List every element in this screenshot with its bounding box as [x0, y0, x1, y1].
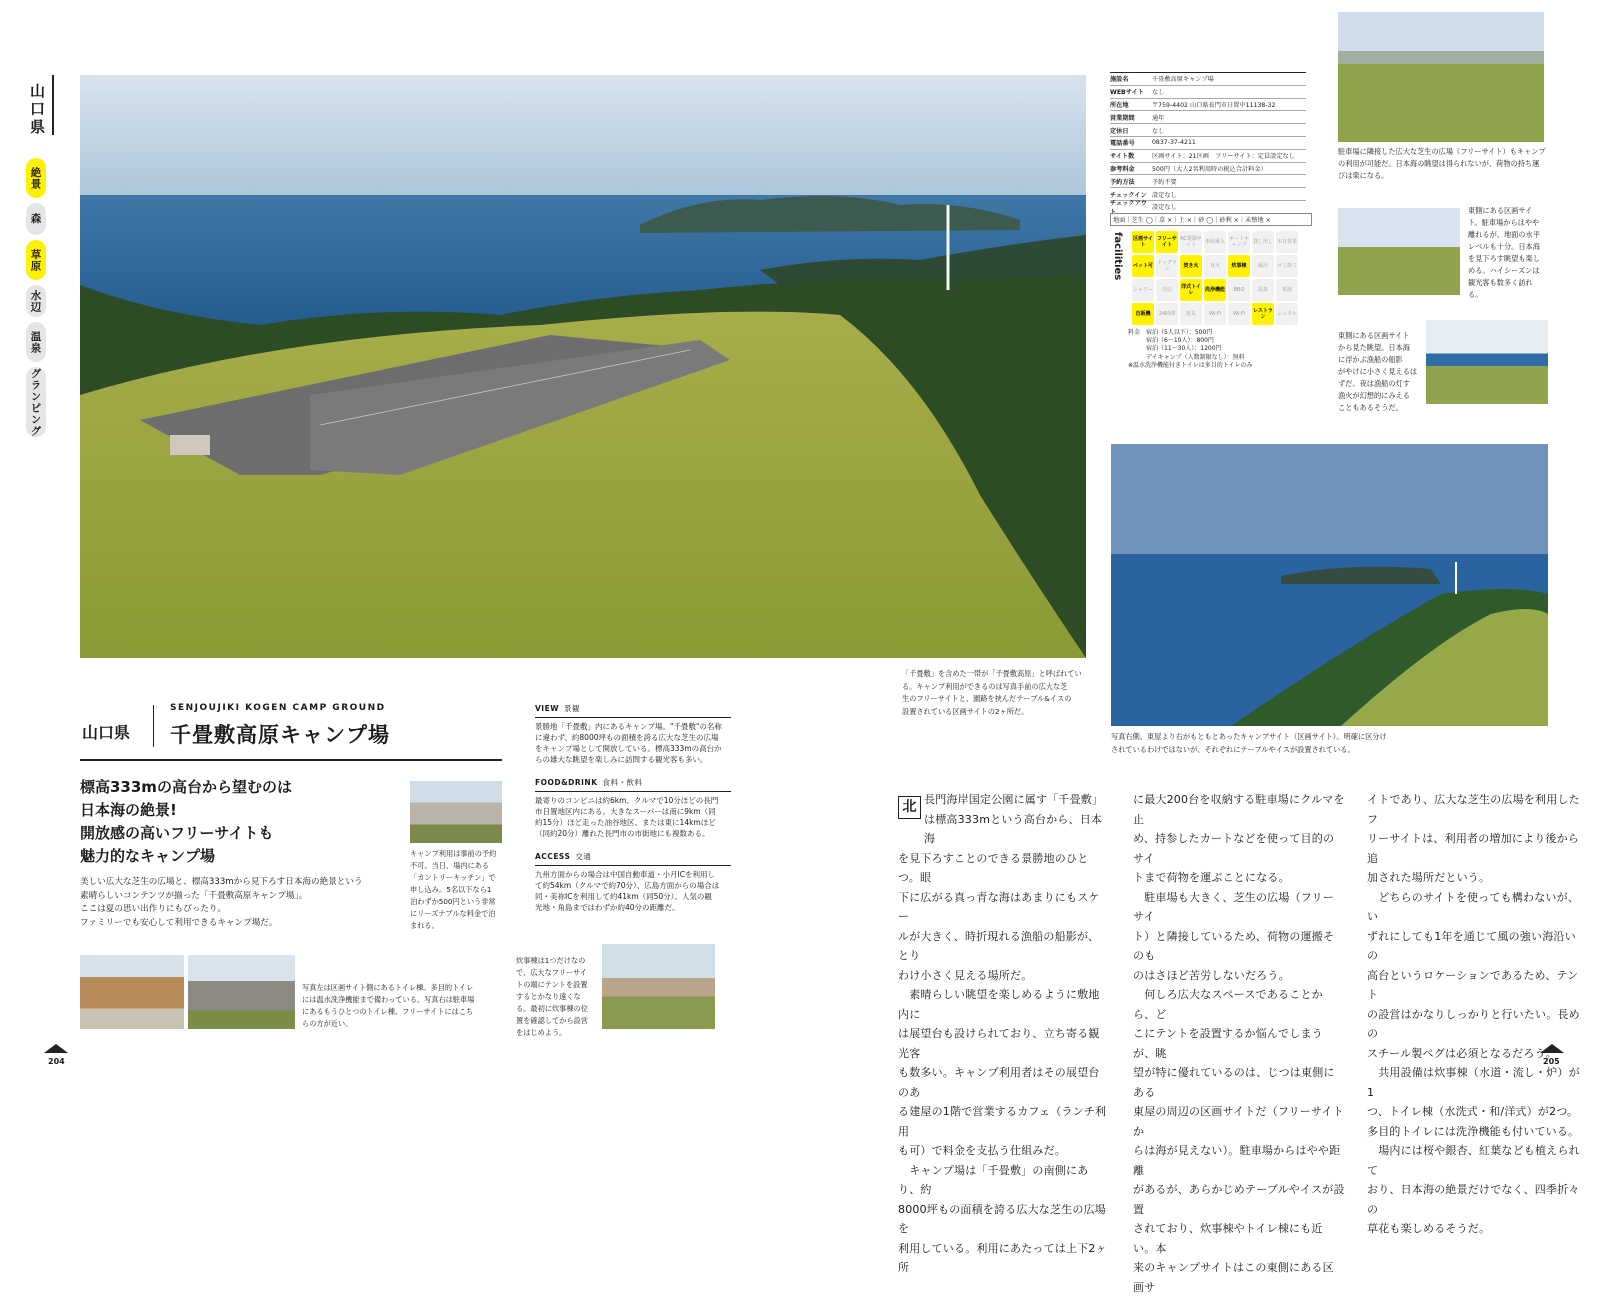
info-key: 施設名 [1110, 76, 1129, 84]
article-line: る建屋の1階で営業するカフェ（ランチ利用 [898, 1105, 1107, 1138]
article-line: 加された場所だという。 [1367, 871, 1491, 884]
facility-cell: ドッグラン [1156, 255, 1178, 277]
section-text: 景勝地「千畳敷」内にあるキャンプ場。"千畳敷"の名称 に違わず、約8000坪もの面積を誇る広大な芝生の広場 をキャンプ場として開放している。標高333mの高台か らの雄大な眺望を楽しみに訪問する観光客も多い。 [535, 722, 722, 764]
article-line: 共用設備は炊事棟（水道・流し・炉）が1 [1367, 1066, 1580, 1099]
dropcap: 北 [898, 796, 921, 819]
article-line: も数多い。キャンプ利用者はその展望台のあ [898, 1066, 1100, 1099]
headline [80, 776, 400, 868]
title-divider [153, 705, 154, 747]
sidebar-tag: 水辺 [26, 285, 46, 317]
facility-cell: レストラン [1252, 303, 1274, 325]
facility-cell: 区画サイト [1132, 231, 1154, 253]
section-food [535, 777, 731, 839]
info-row [1110, 163, 1306, 176]
facility-cell: 温泉 [1252, 279, 1274, 301]
info-row [1110, 86, 1306, 99]
info-key: 電話番号 [1110, 140, 1135, 148]
main-aerial-photo [80, 75, 1086, 658]
title-underline [80, 759, 502, 761]
article-line: も可）で料金を支払う仕組みだ。 [898, 1144, 1066, 1157]
cafe-caption: キャンプ利用は事前の予約 不可。当日、場内にある 「カントリーキッチン」で 申し込み。5名以下なら1 泊わずか500円という非常 にリーズナブルな料金で泊 まれる。 [410, 849, 497, 930]
facility-cell: 貸し出し [1252, 231, 1274, 253]
facility-cell: 24時間 [1156, 303, 1178, 325]
info-key: WEBサイト [1110, 89, 1144, 97]
kitchen-photo [602, 944, 715, 1029]
info-row [1110, 124, 1306, 137]
lead-text [80, 876, 400, 930]
section-text: 最寄りのコンビニは約6km、クルマで10分ほどの長門 市日置地区内にある。大きなスーパーは南に9km（同 約15分）ほど走った油谷地区、または東に14kmほど （同約20分）離れた長門市の市街地にも複数ある。 [535, 796, 719, 838]
gazebo-photo [1426, 320, 1548, 404]
info-value: なし [1152, 89, 1165, 97]
section-title-jp: 景観 [564, 704, 580, 713]
campground-name: 千畳敷高原キャンプ場 [170, 723, 390, 747]
info-row [1110, 99, 1306, 112]
article-line: 来のキャンプサイトはこの東側にある区画サ [1133, 1261, 1334, 1294]
lead-line: 素晴らしいコンテンツが揃った「千畳敷高原キャンプ場」。 [80, 890, 308, 901]
ground-row: 地面｜芝生 ◯｜草 ×｜土 ×｜砂 ◯｜砂利 ×｜未整地 × [1110, 213, 1312, 226]
toilet-caption: 写真左は区画サイト側にあるトイレ棟。多目的トイレ には温水洗浄機能まで備わっている。写真右は駐車場 にあるもうひとつのトイレ棟。フリーサイトにはこち らの方が近い。 [302, 983, 475, 1028]
info-key: 営業期間 [1110, 114, 1135, 122]
info-key: チェックアウト [1110, 199, 1147, 216]
headline-line: 開放感の高いフリーサイトも [80, 824, 274, 842]
section-title-jp: 交通 [575, 852, 592, 861]
facility-cell: フリーサイト [1156, 231, 1178, 253]
toilet-photo-right [188, 955, 295, 1029]
article-line: おり、日本海の絶景だけでなく、四季折々の [1367, 1183, 1580, 1216]
headline-line: 日本海の絶景! [80, 801, 177, 819]
facility-cell: 風呂 [1252, 255, 1274, 277]
facility-cell: ペット可 [1132, 255, 1154, 277]
article-line: スチール製ペグは必須となるだろう。 [1367, 1046, 1557, 1060]
article-line: ト）と隣接しているため、荷物の運搬そのも [1133, 929, 1335, 962]
article-line: トまで荷物を運ぶことになる。 [1133, 871, 1290, 884]
article-line: リーサイトは、利用者の増加により後から追 [1367, 832, 1580, 865]
facility-cell: 洋式トイレ [1180, 279, 1202, 301]
info-key: チェックイン [1110, 191, 1147, 199]
coastal-view-caption: 写真右側、東屋より右がもともとあったキャンプサイト（区画サイト）。明確に区分け されているわけではないが、それぞれにテーブルやイスが設置されている。 [1111, 732, 1387, 754]
info-key: 予約方法 [1110, 178, 1135, 186]
info-value: 区画サイト：21区画 フリーサイト：定員設定なし [1152, 153, 1295, 161]
article-line: 何しろ広大なスペースであることから、ど [1133, 988, 1323, 1021]
facility-cell: AC電源サイト [1180, 231, 1202, 253]
sidebar-tag: 森 [26, 203, 46, 235]
fees: 料金 宿泊（5人以下）：500円 宿泊（6〜10人）：800円 宿泊（11〜30人）：1200円 デイキャンプ（人数制限なし）：無料 ※温水洗浄機能付きトイレは多目的トイレのみ [1128, 329, 1253, 369]
lead-line: 美しい広大な芝生の広場と、標高333mから見下ろす日本海の絶景という [80, 877, 363, 887]
main-photo-caption: 「千畳敷」を含めた一帯が「千畳敷高原」と呼ばれてい る。キャンプ利用ができるのは写真手前の広大な芝 生のフリーサイトと、園路を挟んだテーブル&イスの 設置されている区画サイトの2ヶ所だ。 [902, 669, 1082, 716]
article-line: 東屋の周辺の区画サイトだ（フリーサイトか [1133, 1105, 1344, 1138]
article-line: ずれにしても1年を通じて風の強い海沿いの [1367, 929, 1576, 962]
free-site-photo [1338, 12, 1544, 142]
section-title: ACCESS [535, 852, 571, 861]
mountain-mark-left [44, 1044, 68, 1053]
info-row [1110, 175, 1306, 188]
article-line: 下に広がる真っ青な海はあまりにもスケー [898, 890, 1100, 923]
article-line: つ、トイレ棟（水洗式・和/洋式）が2つ。 [1367, 1105, 1579, 1118]
article-line: ルが大きく、時折現れる漁船の船影が、とり [898, 929, 1100, 962]
facility-cell: Wi-Fi [1228, 303, 1250, 325]
gazebo-caption: 東側にある区画サイト から見た眺望。日本海 に浮かぶ漁船の船影 がやけに小さく見えるは ずだ。夜は漁船の灯す 漁火が幻想的にみえる こともあるそうだ。 [1338, 331, 1418, 412]
info-table [1110, 72, 1306, 214]
page-number-left: 204 [48, 1057, 65, 1066]
article-line: のはさほど苦労しないだろう。 [1133, 968, 1290, 982]
article-line: 高台というロケーションであるため、テント [1367, 968, 1579, 1001]
article-line: こにテントを設置するか悩んでしまうが、眺 [1133, 1027, 1323, 1060]
article-line: 場内には桜や銀杏、紅葉なども植えられて [1367, 1144, 1580, 1177]
facility-cell: 遊具 [1180, 303, 1202, 325]
coastal-view-photo [1111, 444, 1548, 726]
article-line: らは海が見えない）。駐車場からはやや距離 [1133, 1144, 1341, 1177]
article-line: め、持参したカートなどを使って目的のサイ [1133, 832, 1335, 865]
free-site-caption: 駐車場に隣接した広大な芝生の広場（フリーサイト）もキャンプ の利用が可能だ。日本海の眺望は得られないが、荷物の持ち運 びは楽になる。 [1338, 147, 1546, 180]
facility-cell: 炊事棟 [1228, 255, 1250, 277]
facility-cell: BBQ [1228, 279, 1250, 301]
lead-line: ここは夏の思い出作りにもぴったり。 [80, 904, 227, 914]
facility-cell: 自販機 [1132, 303, 1154, 325]
section-title-jp: 食料・飲料 [602, 778, 643, 787]
info-value: 500円（大人2名利用時の税込合計料金） [1152, 165, 1267, 173]
article-line: を見下ろすことのできる景勝地のひとつ。眼 [898, 851, 1089, 884]
facility-cell: 電波 [1276, 279, 1298, 301]
facilities-label: facilities [1112, 232, 1123, 281]
article-line: わけ小さく見える場所だ。 [898, 968, 1033, 982]
title-prefecture: 山口県 [82, 723, 131, 742]
article-line: の設営はかなりしっかりと行いたい。長めの [1367, 1007, 1580, 1040]
article-line: 望が特に優れているのは、じつは東側にある [1133, 1066, 1335, 1099]
east-site-photo [1338, 208, 1460, 295]
info-value: 予約不要 [1152, 178, 1177, 186]
article-column-2 [1133, 790, 1345, 1297]
info-value: 通年 [1152, 114, 1165, 122]
info-row [1110, 201, 1306, 214]
info-key: 定休日 [1110, 127, 1129, 135]
article-line: があるが、あらかじめテーブルやイスが設置 [1133, 1183, 1345, 1216]
info-value: なし [1152, 127, 1165, 135]
sidebar-rule [52, 75, 54, 135]
title-romaji: SENJOUJIKI KOGEN CAMP GROUND [170, 703, 386, 713]
article-line: に最大200台を収納する駐車場にクルマを止 [1133, 793, 1345, 826]
info-row [1110, 73, 1306, 86]
article-line: されており、炊事棟やトイレ棟にも近い。本 [1133, 1222, 1323, 1255]
article-line: 駐車場も大きく、芝生の広場（フリーサイ [1133, 890, 1334, 923]
sidebar-tag: グランピング [26, 367, 46, 437]
facility-cell: 本日営業 [1276, 231, 1298, 253]
article-column-3 [1367, 790, 1581, 1239]
facility-cell: 車両乗入 [1204, 231, 1226, 253]
info-key: 所在地 [1110, 101, 1129, 109]
facility-cell: レンタル [1276, 303, 1298, 325]
info-key: 参考料金 [1110, 165, 1135, 173]
mountain-mark-right [1540, 1044, 1564, 1053]
article-line: 草花も楽しめるそうだ。 [1367, 1222, 1491, 1235]
lead-line: ファミリーでも安心して利用できるキャンプ場だ。 [80, 917, 278, 928]
info-sections [535, 703, 731, 913]
article-line: 利用している。利用にあたっては上下2ヶ所 [898, 1241, 1107, 1274]
info-key: サイト数 [1110, 153, 1135, 161]
article-line: 長門海岸国定公園に属す「千畳敷」 [924, 793, 1104, 806]
info-value: 千畳敷高原キャンプ場 [1152, 76, 1214, 84]
facilities-grid [1132, 231, 1298, 325]
info-value: 0837-37-4211 [1152, 139, 1196, 147]
section-text: 九州方面からの場合は中国自動車道・小月ICを利用し て約54km（クルマで約70分）、広島方面からの場合は 同・美祢ICを利用して約41km（同50分）。人気の観 光地・角島まではわずか約40分の距離だ。 [535, 870, 720, 912]
article-line: は展望台も設けられており、立ち寄る観光客 [898, 1027, 1100, 1060]
facility-cell: ゴミ捨て [1276, 255, 1298, 277]
article-line: 8000坪もの面積を誇る広大な芝生の広場を [898, 1202, 1106, 1235]
article-line: は標高333mという高台から、日本海 [924, 812, 1103, 845]
article-line: キャンプ場は「千畳敷」の南側にあり、約 [898, 1163, 1089, 1196]
section-title: VIEW [535, 704, 559, 713]
article-line: どちらのサイトを使っても構わないが、い [1367, 890, 1580, 923]
sidebar-tag: 温泉 [26, 322, 46, 362]
headline-line: 標高333mの高台から望むのは [80, 778, 292, 796]
page-number-right: 205 [1543, 1057, 1560, 1066]
kitchen-caption: 炊事棟は1つだけなの で、広大なフリーサイ トの端にテントを設置 するとかなり遠くな る。最初に炊事棟の位 置を確認してから設営 をはじめよう。 [516, 956, 588, 1037]
cafe-building-photo [410, 781, 502, 843]
article-line: 素晴らしい眺望を楽しめるように敷地内に [898, 988, 1100, 1021]
east-site-caption: 東側にある区画サイ ト。駐車場からはやや 離れるが、地面の水平 レベルも十分。日本海 を見下ろす眺望も楽し める。ハイシーズンは 観光客も数多く訪れ る。 [1468, 206, 1540, 299]
facility-cell: Wi-Fi [1204, 303, 1226, 325]
info-value: 〒759-4402 山口県長門市日置中11138-32 [1152, 101, 1276, 109]
info-row [1110, 137, 1306, 150]
section-access [535, 851, 731, 913]
info-value: 設定なし [1152, 191, 1177, 199]
article-line: 多目的トイレには洗浄機能も付いている。 [1367, 1124, 1580, 1138]
facility-cell: 焚き火 [1180, 255, 1202, 277]
facility-cell: 直火 [1204, 255, 1226, 277]
facility-cell: オートキャンプ [1228, 231, 1250, 253]
info-row [1110, 111, 1306, 124]
headline-line: 魅力的なキャンプ場 [80, 847, 216, 865]
sidebar-prefecture: 山口県 [28, 83, 46, 137]
section-title: FOOD&DRINK [535, 778, 598, 787]
facility-cell: 売店 [1156, 279, 1178, 301]
sidebar-tag: 草原 [26, 240, 46, 280]
sidebar-tag: 絶景 [26, 158, 46, 198]
toilet-photo-left [80, 955, 184, 1029]
article-line: イトであり、広大な芝生の広場を利用したフ [1367, 793, 1580, 826]
facility-cell: シャワー [1132, 279, 1154, 301]
info-value: 設定なし [1152, 204, 1177, 212]
section-view [535, 703, 731, 765]
facility-cell: 洗浄機能 [1204, 279, 1226, 301]
article-column-1 [898, 790, 1110, 1278]
info-row [1110, 150, 1306, 163]
